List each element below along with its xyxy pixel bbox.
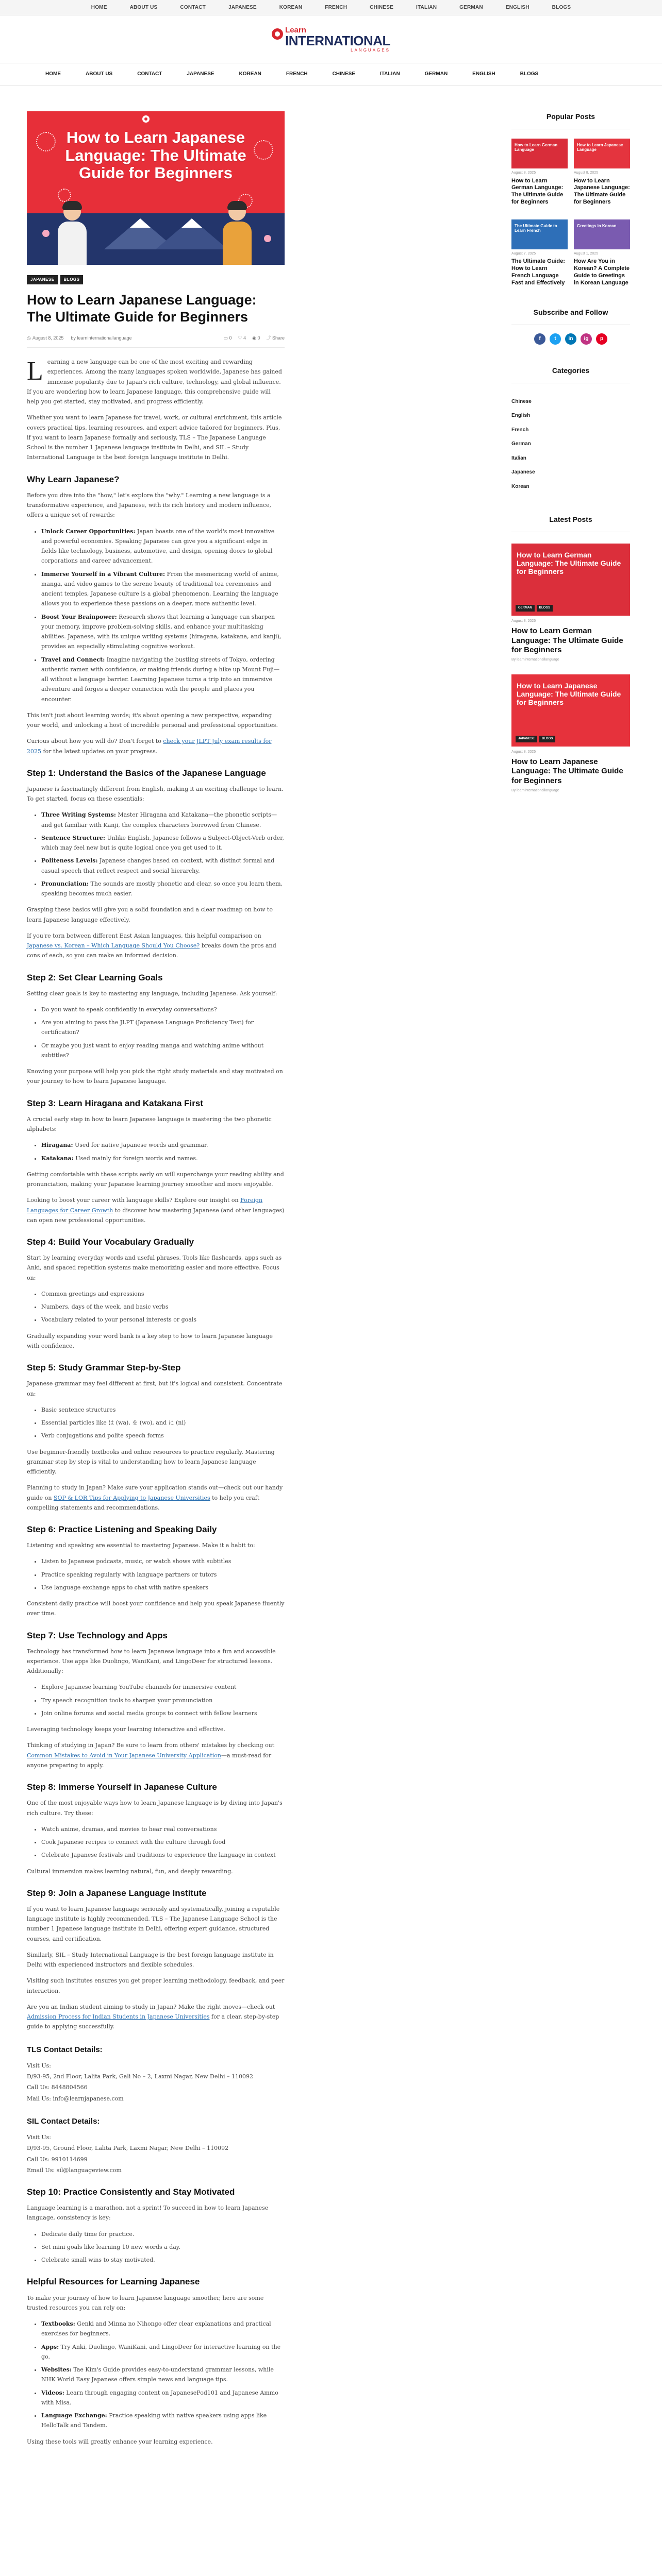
popular-posts-grid — [511, 139, 630, 287]
post-meta — [27, 335, 285, 342]
share-button[interactable]: ⤴ Share — [266, 335, 285, 341]
bullet-list — [41, 1289, 285, 1325]
paragraph: Consistent daily practice will boost your confidence and help you speak Japanese fluently over time. — [27, 1600, 285, 1617]
post-author: By learninternationallanguage — [511, 788, 559, 792]
list-item-text: Japan boasts one of the world's most innovative and powerful economies. Speaking Japanese can give you a significant edge in fields like technology, business, automotive, and design, opening doors to global corporations and career advancement. — [41, 528, 275, 565]
list-item-text: Imagine navigating the bustling streets of Tokyo, ordering authentic ramen with confidence, or making friends during a hike up Mount Fuji—all without a language barrier. Learning Japanese turns a trip into an immersive adventure and forges a deeper connection with the people and places you encounter. — [41, 656, 280, 703]
main-navigation — [0, 63, 662, 86]
nav-item-home[interactable]: HOME — [91, 4, 107, 10]
linkedin-icon[interactable]: in — [565, 333, 576, 345]
post-date: August 8, 2025 — [511, 619, 536, 623]
popular-post-card[interactable] — [574, 139, 630, 206]
list-item-lead: Unlock Career Opportunities: — [41, 528, 136, 535]
list-item — [41, 527, 285, 566]
instagram-icon[interactable]: ig — [581, 333, 592, 345]
paragraph: Thinking of studying in Japan? Be sure to learn from others' mistakes by checking out Common Mistakes to Avoid in Your Japanese University Application—a must-read for anyone preparing to apply. — [27, 1742, 275, 1769]
list-item-lead: Immerse Yourself in a Vibrant Culture: — [41, 570, 166, 578]
popular-post-card[interactable] — [574, 219, 630, 287]
comment-icon: ▭ — [223, 335, 229, 341]
category-link-italian[interactable]: Italian — [511, 455, 526, 461]
list-item: • Watch anime, dramas, and movies to hear real conversations — [41, 1824, 285, 1834]
paragraph: Technology has transformed how to learn Japanese language into a fun and accessible experience. Use apps like Duolingo, WaniKani, and LingoDeer for structured lessons. Additionally: — [27, 1648, 276, 1675]
category-list — [511, 395, 630, 494]
list-item — [41, 569, 285, 609]
category-tag[interactable]: GERMAN — [516, 605, 535, 612]
paragraph: Are you an Indian student aiming to study in Japan? Make the right moves—check out Admission Process for Indian Students in Japanese Universities for a clear, step-by-step guide to applying successfully. — [27, 2003, 279, 2030]
nav-item-japanese[interactable]: JAPANESE — [187, 71, 214, 77]
contact-heading: TLS Contact Details: — [27, 2045, 103, 2054]
paragraph: Use beginner-friendly textbooks and online resources to practice regularly. Mastering grammar step by step is vital to understanding how to learn Japanese language efficiently. — [27, 1448, 275, 1476]
featured-image — [27, 111, 285, 265]
list-item: • Practice speaking regularly with language partners or tutors — [41, 1570, 285, 1580]
post-date: August 7, 2025 — [511, 251, 536, 256]
blossom-icon — [42, 230, 49, 237]
list-item — [41, 833, 285, 853]
paragraph: Language learning is a marathon, not a sprint! To succeed in how to learn Japanese language, consistency is key: — [27, 2205, 269, 2222]
list-item: • Are you aiming to pass the JLPT (Japanese Language Proficiency Test) for certification? — [41, 1018, 285, 1038]
section-heading: Step 10: Practice Consistently and Stay Motivated — [27, 2187, 235, 2197]
post-title-link[interactable]: How to Learn Japanese Language: The Ultimate Guide for Beginners — [511, 757, 623, 786]
list-item-text: Used mainly for foreign words and names. — [73, 1155, 198, 1162]
list-item-text: Genki and Minna no Nihongo offer clear explanations and practical exercises for beginners. — [41, 2320, 271, 2337]
nav-item-english[interactable]: ENGLISH — [472, 71, 495, 77]
post-title-link[interactable]: How to Learn German Language: The Ultimate Guide for Beginners — [511, 626, 623, 655]
widget-title: Subscribe and Follow — [511, 307, 630, 325]
inline-link[interactable]: Common Mistakes to Avoid in Your Japanese University Application — [27, 1752, 222, 1759]
category-link-english[interactable]: English — [511, 413, 531, 419]
list-item-text: Research shows that learning a language can sharpen your memory, improve problem-solving skills, and enhance your multitasking abilities. Japanese, with its unique writing systems (hiragana, katakana, and kanji), provides an especially stimulating cognitive workout. — [41, 613, 282, 650]
paragraph: Whether you want to learn Japanese for travel, work, or cultural enrichment, this article covers practical tips, learning resources, and expert advice tailored for beginners. Plus, if you want to learn Japanese formally and seriously, TLS – The Japanese Language School is the number 1 Japanese language institute in Delhi, and SIL – Study International Language is the best foreign language institute in Delhi. — [27, 414, 282, 461]
paragraph: Setting clear goals is key to mastering any language, including Japanese. Ask yourself: — [27, 990, 277, 997]
paragraph: Before you dive into the "how," let's explore the "why." Learning a new language is a transformative experience, and Japanese, with its rich history and modern influence, offers a unique set of rewards: — [27, 492, 272, 519]
bullet-list — [41, 810, 285, 899]
nav-item-french[interactable]: FRENCH — [325, 4, 347, 10]
list-item-text: From the mesmerizing world of anime, manga, and video games to the serene beauty of traditional tea ceremonies and ancient temples, Japanese culture is a global phenomenon. Learning the language allows you to experience these passions on a deeper, more authentic level. — [41, 570, 279, 607]
paragraph: Grasping these basics will give you a solid foundation and a clear roadmap on how to learn Japanese language effectively. — [27, 906, 273, 923]
nav-item-contact[interactable]: CONTACT — [180, 4, 206, 10]
list-item: • Dedicate daily time for practice. — [41, 2229, 285, 2239]
category-link-korean[interactable]: Korean — [511, 483, 529, 489]
list-item — [41, 2411, 285, 2431]
view-count: ◉ 0 — [252, 335, 260, 341]
nav-item-about-us[interactable]: ABOUT US — [129, 4, 158, 10]
logo-crest-icon — [272, 28, 283, 40]
bullet-list — [41, 2229, 285, 2265]
nav-item-chinese[interactable]: CHINESE — [370, 4, 394, 10]
list-item — [41, 1140, 285, 1150]
bullet-list — [41, 1682, 285, 1718]
list-item-lead: Videos: — [41, 2389, 64, 2396]
list-item-text: Master Hiragana and Katakana—the phonetic scripts—and get familiar with Kanji, the complex characters borrowed from Chinese. — [41, 811, 277, 828]
paragraph: Cultural immersion makes learning natural, fun, and deeply rewarding. — [27, 1868, 233, 1875]
post-thumbnail[interactable] — [511, 219, 568, 249]
list-item-lead: Apps: — [41, 2343, 59, 2350]
paragraph: Getting comfortable with these scripts early on will supercharge your reading ability and pronunciation, making your Japanese learning journey smoother and more enjoyable. — [27, 1171, 284, 1188]
logo-line-3: LANGUAGES — [351, 47, 390, 53]
list-item — [41, 612, 285, 652]
popular-posts-widget — [511, 111, 630, 286]
list-item-text: Learn through engaging content on JapanesePod101 and Japanese Ammo with Misa. — [41, 2389, 278, 2406]
nav-item-italian[interactable]: ITALIAN — [416, 4, 437, 10]
post-date: August 8, 2025 — [511, 750, 536, 754]
list-item: • Or maybe you just want to enjoy reading manga and watching anime without subtitles? — [41, 1041, 285, 1061]
nav-item-chinese[interactable]: CHINESE — [332, 71, 356, 77]
section-heading: Step 8: Immerse Yourself in Japanese Culture — [27, 1782, 217, 1792]
paragraph: Similarly, SIL – Study International Language is the best foreign language institute in Delhi with experienced instructors and flexible schedules. — [27, 1951, 274, 1969]
contact-line: Email Us: sil@languageview.com — [27, 2166, 122, 2174]
post-date: August 1, 2025 — [574, 251, 599, 256]
contact-line: D/93-95, 2nd Floor, Lalita Park, Gali No – 2, Laxmi Nagar, New Delhi – 110092 — [27, 2073, 253, 2080]
like-count[interactable]: ♡ 4 — [238, 335, 246, 341]
paragraph: Start by learning everyday words and useful phrases. Tools like flashcards, apps such as Anki, and spaced repetition systems make memorizing easier and more effective. Focus on: — [27, 1255, 282, 1281]
list-item-lead: Pronunciation: — [41, 880, 89, 887]
bullet-list — [41, 1005, 285, 1060]
list-item-text: Tae Kim's Guide provides easy-to-understand grammar lessons, while NHK World Easy Japanese offers simple news and language tips. — [41, 2366, 274, 2383]
contact-line: Call Us: 8448804566 — [27, 2084, 88, 2091]
character-illustration — [58, 203, 87, 265]
sil-contact — [27, 2132, 285, 2175]
paragraph: Leveraging technology keeps your learning interactive and effective. — [27, 1726, 225, 1733]
post-badges — [516, 605, 553, 612]
post-date: August 8, 2025 — [574, 171, 599, 175]
nav-item-blogs[interactable]: BLOGS — [552, 4, 571, 10]
drop-cap: L — [27, 357, 43, 386]
contact-heading: SIL Contact Details: — [27, 2116, 100, 2126]
post-title-link[interactable]: How to Learn Japanese Language: The Ultimate Guide for Beginners — [574, 177, 630, 205]
post-date: August 8, 2025 — [511, 171, 536, 175]
category-tag[interactable]: JAPANESE — [27, 275, 58, 284]
list-item-text: The sounds are mostly phonetic and clear, so once you learn them, speaking becomes much easier. — [41, 880, 283, 897]
list-item — [41, 2342, 285, 2362]
post-thumbnail[interactable] — [574, 139, 630, 168]
top-nav-list — [80, 4, 582, 12]
list-item: • Basic sentence structures — [41, 1405, 285, 1415]
heart-icon: ♡ — [238, 335, 244, 341]
thumbnail-caption: How to Learn German Language: The Ultimate Guide for Beginners — [517, 550, 621, 576]
category-link-japanese[interactable]: Japanese — [511, 469, 535, 476]
list-item: • Common greetings and expressions — [41, 1289, 285, 1299]
inline-link[interactable]: Japanese vs. Korean – Which Language Should You Choose? — [27, 942, 200, 950]
paragraph: Japanese is fascinatingly different from English, making it an exciting challenge to learn. To get started, focus on these essentials: — [27, 785, 284, 803]
firework-icon — [254, 140, 273, 160]
intro-paragraph: Learning a new language can be one of the most exciting and rewarding experiences. Among the many languages spoken worldwide, Japanese has gained immense popularity due to Japan's rich culture, technology, and global influence. If you are wondering how to learn Japanese language, this comprehensive guide will help you get started, stay motivated, and progress efficiently. — [27, 357, 282, 405]
thumbnail-caption: How to Learn Japanese Language: The Ultimate Guide for Beginners — [517, 681, 621, 707]
inline-link[interactable]: Admission Process for Indian Students in Japanese Universities — [27, 2013, 210, 2021]
list-item: • Essential particles like は (wa), を (wo), and に (ni) — [41, 1418, 285, 1428]
popular-post-card[interactable] — [511, 139, 568, 206]
nav-item-korean[interactable]: KOREAN — [239, 71, 261, 77]
post-thumbnail[interactable] — [511, 674, 630, 747]
list-item-lead: Travel and Connect: — [41, 656, 105, 663]
nav-item-french[interactable]: FRENCH — [286, 71, 308, 77]
widget-title: Popular Posts — [511, 111, 630, 129]
post-thumbnail[interactable] — [574, 219, 630, 249]
post-thumbnail[interactable] — [511, 544, 630, 616]
list-item-lead: Sentence Structure: — [41, 834, 105, 841]
contact-line: Visit Us: — [27, 2134, 51, 2141]
facebook-icon[interactable]: f — [534, 333, 545, 345]
list-item: • Use language exchange apps to chat with native speakers — [41, 1583, 285, 1592]
list-item-text: Try Anki, Duolingo, WaniKani, and LingoDeer for interactive learning on the go. — [41, 2343, 281, 2360]
widget-title: Latest Posts — [511, 514, 630, 532]
firework-icon — [58, 189, 71, 202]
inline-link[interactable]: Foreign Languages for Career Growth — [27, 1197, 263, 1214]
paragraph: Visiting such institutes ensures you get proper learning methodology, feedback, and peer interaction. — [27, 1977, 285, 1994]
post-title-link[interactable]: How Are You in Korean? A Complete Guide to Greetings in Korean Language — [574, 258, 630, 286]
bullet-list — [41, 1556, 285, 1592]
paragraph: One of the most enjoyable ways how to learn Japanese language is by diving into Japan's rich culture. Try these: — [27, 1800, 283, 1817]
inline-link[interactable]: SOP & LOR Tips for Applying to Japanese Universities — [53, 1494, 210, 1501]
nav-item-korean[interactable]: KOREAN — [279, 4, 303, 10]
featured-image-title: How to Learn Japanese Language: The Ultimate Guide for Beginners — [65, 128, 246, 182]
site-header — [0, 15, 662, 63]
post-date: August 8, 2025 — [32, 335, 64, 341]
latest-post-card[interactable] — [511, 544, 630, 663]
list-item — [41, 1154, 285, 1163]
list-item: • Vocabulary related to your personal interests or goals — [41, 1315, 285, 1325]
section-heading: Step 6: Practice Listening and Speaking Daily — [27, 1524, 217, 1535]
paragraph: Using these tools will greatly enhance your learning experience. — [27, 2438, 213, 2445]
list-item — [41, 2388, 285, 2408]
list-item-lead: Websites: — [41, 2366, 72, 2374]
thumbnail-caption: Greetings in Korean — [577, 223, 617, 228]
paragraph: Gradually expanding your word bank is a key step to how to learn Japanese language with confidence. — [27, 1332, 273, 1349]
paragraph: A crucial early step in how to learn Japanese language is mastering the two phonetic alphabets: — [27, 1115, 272, 1133]
list-item — [41, 2365, 285, 2385]
popular-post-card[interactable] — [511, 219, 568, 287]
sidebar — [511, 111, 630, 2453]
list-item-text: Practice speaking with native speakers using apps like HelloTalk and Tandem. — [41, 2412, 267, 2429]
twitter-icon[interactable]: t — [550, 333, 561, 345]
section-heading: Step 9: Join a Japanese Language Institute — [27, 1888, 207, 1898]
calendar-icon: ◷ — [27, 335, 31, 341]
list-item: • Explore Japanese learning YouTube channels for immersive content — [41, 1682, 285, 1692]
list-item — [41, 856, 285, 876]
top-utility-bar — [0, 0, 662, 15]
category-link-chinese[interactable]: Chinese — [511, 398, 532, 404]
widget-title: Categories — [511, 365, 630, 383]
contact-line: Mail Us: info@learnjapanese.com — [27, 2095, 124, 2102]
bullet-list — [41, 1405, 285, 1441]
nav-item-japanese[interactable]: JAPANESE — [228, 4, 257, 10]
section-heading: Step 5: Study Grammar Step-by-Step — [27, 1363, 181, 1373]
bullet-list — [41, 1824, 285, 1860]
pinterest-icon[interactable]: p — [596, 333, 607, 345]
list-item-lead: Three Writing Systems: — [41, 811, 116, 819]
list-item: • Cook Japanese recipes to connect with the culture through food — [41, 1837, 285, 1847]
section-heading: Helpful Resources for Learning Japanese — [27, 2277, 200, 2287]
section-heading: Why Learn Japanese? — [27, 474, 120, 484]
page-body — [0, 86, 662, 2453]
comment-count[interactable]: ▭ 0 — [223, 335, 232, 341]
share-icon: ⤴ — [266, 335, 272, 341]
latest-posts-widget — [511, 514, 630, 794]
nav-item-german[interactable]: GERMAN — [459, 4, 483, 10]
list-item — [41, 2319, 285, 2339]
logo-line-2: INTERNATIONAL — [285, 32, 390, 48]
eye-icon: ◉ — [252, 335, 258, 341]
paragraph: If you want to learn Japanese language seriously and systematically, joining a reputable language institute is highly recommended. TLS – The Japanese Language School is the number 1 Japanese language institute in Delhi, offering expert guidance, structured courses, and certification. — [27, 1905, 280, 1942]
post-tags — [27, 275, 285, 284]
list-item-lead: Politeness Levels: — [41, 857, 98, 865]
list-item-text: Unlike English, Japanese follows a Subject-Object-Verb order, which may feel new but is quite logical once you get used to it. — [41, 834, 284, 852]
tls-contact — [27, 2061, 285, 2104]
paragraph: Curious about how you will do? Don't forget to check your JLPT July exam results for 2025 for the latest updates on your progress. — [27, 738, 272, 755]
category-tag[interactable]: BLOGS — [537, 605, 553, 612]
list-item: • Set mini goals like learning 10 new words a day. — [41, 2242, 285, 2252]
article-column — [27, 111, 285, 2453]
nav-item-italian[interactable]: ITALIAN — [380, 71, 400, 77]
list-item-lead: Katakana: — [41, 1155, 74, 1162]
list-item-lead: Textbooks: — [41, 2320, 75, 2328]
list-item-lead: Hiragana: — [41, 1142, 73, 1149]
list-item-lead: Language Exchange: — [41, 2412, 107, 2419]
post-badges — [516, 736, 555, 742]
latest-posts-list — [511, 544, 630, 794]
paragraph: If you're torn between different East Asian languages, this helpful comparison on Japanese vs. Korean – Which Language Should You Choose? breaks down the pros and cons of each, so you can make an informed decision. — [27, 932, 276, 959]
social-links — [511, 333, 630, 345]
list-item: • Celebrate small wins to stay motivated. — [41, 2255, 285, 2265]
bullet-list — [41, 527, 285, 704]
list-item — [41, 655, 285, 704]
nav-item-about-us[interactable]: ABOUT US — [86, 71, 113, 77]
list-item-text: Japanese changes based on context, with distinct formal and casual speech that reflect respect and social hierarchy. — [41, 857, 275, 874]
category-tag[interactable]: BLOGS — [60, 275, 84, 284]
latest-post-card[interactable] — [511, 674, 630, 794]
thumbnail-caption: How to Learn Japanese Language — [577, 142, 623, 152]
subscribe-widget — [511, 307, 630, 345]
nav-item-blogs[interactable]: BLOGS — [520, 71, 539, 77]
paragraph: Listening and speaking are essential to mastering Japanese. Make it a habit to: — [27, 1542, 255, 1549]
list-item — [41, 810, 285, 830]
category-link-german[interactable]: German — [511, 441, 531, 447]
paragraph: This isn't just about learning words; it's about opening a new perspective, expanding your world, and unlocking a host of incredible personal and professional opportunities. — [27, 711, 278, 729]
post-author[interactable]: by learninternationallanguage — [71, 335, 132, 341]
main-nav-list — [38, 70, 551, 78]
category-link-french[interactable]: French — [511, 427, 529, 433]
blossom-icon — [264, 235, 271, 242]
list-item: • Verb conjugations and polite speech forms — [41, 1431, 285, 1440]
list-item: • Try speech recognition tools to sharpen your pronunciation — [41, 1696, 285, 1705]
character-illustration — [223, 203, 252, 265]
post-thumbnail[interactable] — [511, 139, 568, 168]
section-heading: Step 4: Build Your Vocabulary Gradually — [27, 1237, 194, 1247]
list-item: • Join online forums and social media groups to connect with fellow learners — [41, 1708, 285, 1718]
list-item: • Celebrate Japanese festivals and traditions to experience the language in context — [41, 1850, 285, 1860]
paragraph: Planning to study in Japan? Make sure your application stands out—check out our handy guide on SOP & LOR Tips for Applying to Japanese Universities to help you craft compelling statements and recommendations. — [27, 1484, 283, 1511]
list-item: • Numbers, days of the week, and basic verbs — [41, 1302, 285, 1312]
thumbnail-caption: How to Learn German Language — [515, 142, 558, 152]
paragraph: To make your journey of how to learn Japanese language smoother, here are some trusted resources you can rely on: — [27, 2294, 264, 2311]
logo-line-1: Learn — [285, 25, 306, 35]
list-item-lead: Boost Your Brainpower: — [41, 613, 117, 620]
paragraph: Looking to boost your career with language skills? Explore our insight on Foreign Languages for Career Growth to discover how mastering Japanese (and other languages) can open new professional opportunities. — [27, 1197, 285, 1224]
bullet-list — [41, 1140, 285, 1163]
nav-item-home[interactable]: HOME — [45, 71, 61, 77]
paragraph: Knowing your purpose will help you pick the right study materials and stay motivated on your journey to how to learn Japanese language. — [27, 1068, 283, 1085]
list-item — [41, 879, 285, 899]
article-body — [27, 357, 285, 2447]
inline-link[interactable]: check your JLPT July exam results for 2025 — [27, 738, 272, 755]
firework-icon — [36, 132, 56, 151]
site-logo[interactable] — [272, 26, 390, 53]
divider — [27, 347, 285, 348]
list-item: • Listen to Japanese podcasts, music, or watch shows with subtitles — [41, 1556, 285, 1566]
nav-item-german[interactable]: GERMAN — [424, 71, 448, 77]
section-heading: Step 3: Learn Hiragana and Katakana First — [27, 1098, 203, 1108]
post-title-link[interactable]: The Ultimate Guide: How to Learn French Language Fast and Effectively — [511, 258, 565, 286]
post-author: By learninternationallanguage — [511, 658, 559, 662]
section-heading: Step 2: Set Clear Learning Goals — [27, 972, 163, 982]
contact-line: D/93-95, Ground Floor, Lalita Park, Laxmi Nagar, New Delhi – 110092 — [27, 2145, 229, 2152]
nav-item-contact[interactable]: CONTACT — [137, 71, 162, 77]
paragraph: Japanese grammar may feel different at first, but it's logical and consistent. Concentrate on: — [27, 1380, 283, 1397]
post-title: How to Learn Japanese Language: The Ultimate Guide for Beginners — [27, 292, 257, 325]
category-tag[interactable]: JAPANESE — [516, 736, 537, 742]
list-item-text: Used for native Japanese words and grammar. — [73, 1142, 208, 1149]
post-title-link[interactable]: How to Learn German Language: The Ultimate Guide for Beginners — [511, 177, 564, 205]
japan-flag-icon — [142, 115, 150, 123]
section-heading: Step 7: Use Technology and Apps — [27, 1630, 168, 1640]
thumbnail-caption: The Ultimate Guide to Learn French — [515, 223, 557, 233]
section-heading: Step 1: Understand the Basics of the Japanese Language — [27, 768, 266, 778]
nav-item-english[interactable]: ENGLISH — [505, 4, 529, 10]
category-tag[interactable]: BLOGS — [539, 736, 555, 742]
contact-line: Call Us: 9910114699 — [27, 2156, 88, 2163]
categories-widget — [511, 365, 630, 494]
list-item: • Do you want to speak confidently in everyday conversations? — [41, 1005, 285, 1014]
contact-line: Visit Us: — [27, 2062, 51, 2069]
bullet-list — [41, 2319, 285, 2431]
